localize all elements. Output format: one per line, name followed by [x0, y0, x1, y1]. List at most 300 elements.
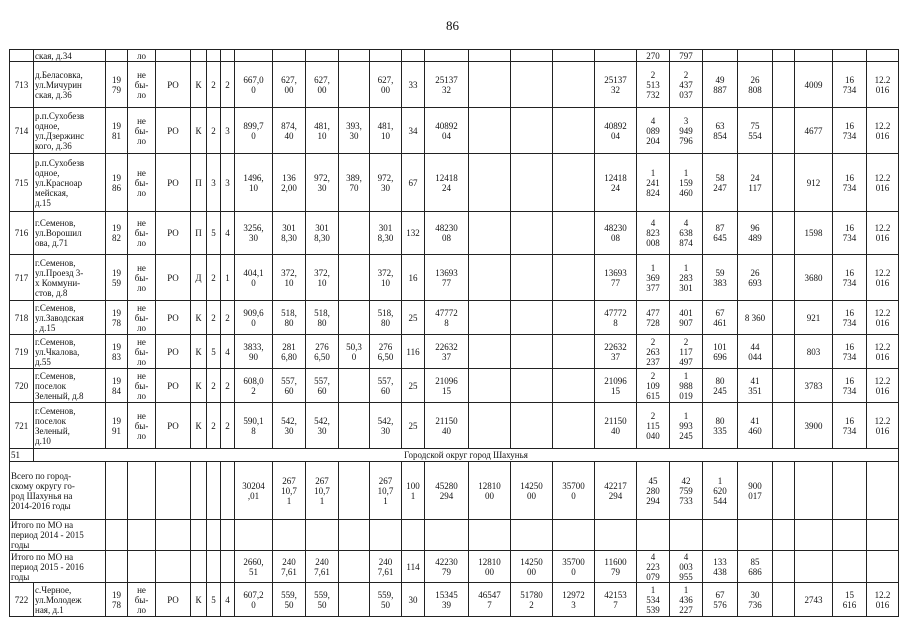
table-cell: 557, 60: [306, 369, 339, 403]
table-cell: 5: [207, 212, 221, 255]
table-cell: [773, 212, 795, 255]
table-cell: 12.2 016: [867, 301, 899, 335]
table-cell: [273, 520, 306, 551]
table-cell: 48230 08: [595, 212, 637, 255]
table-cell: [637, 520, 670, 551]
table-cell: 12.2 016: [867, 369, 899, 403]
table-cell: 1496, 10: [235, 154, 273, 212]
table-cell: [773, 551, 795, 583]
table-cell: [703, 520, 738, 551]
table-cell: 1 241 824: [637, 154, 670, 212]
summary-row: [10, 462, 899, 520]
table-cell: 4 089 204: [637, 108, 670, 154]
table-cell: 101 696: [703, 335, 738, 369]
table-cell: 136 2,00: [273, 154, 306, 212]
row-number-cell: 715: [10, 154, 34, 212]
table-cell: 3: [221, 154, 235, 212]
table-cell: 50,3 0: [339, 335, 370, 369]
table-cell: 481, 10: [370, 108, 402, 154]
table-cell: РО: [156, 369, 191, 403]
table-cell: 4: [221, 335, 235, 369]
table-cell: 12972 3: [553, 583, 595, 617]
table-cell: 301 8,30: [306, 212, 339, 255]
address-cell: г.Семенов, поселок Зеленый, д.8: [34, 369, 106, 403]
table-cell: [156, 462, 191, 520]
table-row: [10, 62, 899, 108]
table-cell: П: [191, 212, 207, 255]
address-cell: г.Семенов, ул.Проезд 3- х Коммуни- стов, д.8: [34, 255, 106, 301]
table-cell: 8 360: [738, 301, 773, 335]
region-title: Городской округ город Шахунья: [34, 449, 899, 462]
table-cell: [339, 520, 370, 551]
table-cell: 557, 60: [370, 369, 402, 403]
table-cell: [469, 108, 511, 154]
row-number-cell: 722: [10, 583, 34, 617]
table-cell: 4: [221, 583, 235, 617]
table-cell: 25: [402, 301, 425, 335]
table-cell: не бы- ло: [128, 301, 156, 335]
table-cell: РО: [156, 583, 191, 617]
table-cell: [128, 551, 156, 583]
table-cell: 132: [402, 212, 425, 255]
table-cell: 44 044: [738, 335, 773, 369]
table-cell: [773, 335, 795, 369]
table-cell: [511, 369, 553, 403]
table-cell: [339, 212, 370, 255]
table-cell: 16 734: [833, 108, 867, 154]
table-cell: [469, 154, 511, 212]
table-cell: 803: [795, 335, 833, 369]
table-row: [10, 301, 899, 335]
table-cell: 16 734: [833, 212, 867, 255]
table-cell: [553, 255, 595, 301]
table-cell: 25: [402, 403, 425, 449]
table-cell: 481, 10: [306, 108, 339, 154]
table-cell: 12.2 016: [867, 62, 899, 108]
table-cell: 1 993 245: [670, 403, 703, 449]
table-cell: 48230 08: [425, 212, 469, 255]
table-cell: [773, 108, 795, 154]
table-cell: К: [191, 369, 207, 403]
table-cell: Д: [191, 255, 207, 301]
table-cell: 47772 8: [595, 301, 637, 335]
table-cell: [469, 335, 511, 369]
table-cell: 267 10,7 1: [370, 462, 402, 520]
table-row: [10, 255, 899, 301]
table-cell: [128, 462, 156, 520]
table-cell: 67 461: [703, 301, 738, 335]
table-cell: 4 223 079: [637, 551, 670, 583]
table-cell: 22632 37: [425, 335, 469, 369]
table-cell: 42230 79: [425, 551, 469, 583]
table-cell: РО: [156, 301, 191, 335]
table-cell: 2 115 040: [637, 403, 670, 449]
page-number: 86: [446, 18, 459, 33]
table-cell: 912: [795, 154, 833, 212]
table-cell: 40892 04: [595, 108, 637, 154]
table-cell: [511, 335, 553, 369]
table-cell: 19 78: [106, 301, 128, 335]
table-cell: [106, 462, 128, 520]
table-cell: [511, 62, 553, 108]
table-cell: 12418 24: [595, 154, 637, 212]
table-row: [10, 108, 899, 154]
table-cell: [156, 551, 191, 583]
address-cell: р.п.Сухобезв одное, ул.Дзержинс кого, д.36: [34, 108, 106, 154]
table-cell: 3: [221, 108, 235, 154]
table-cell: 3256, 30: [235, 212, 273, 255]
table-cell: 301 8,30: [370, 212, 402, 255]
table-cell: 1598: [795, 212, 833, 255]
table-cell: 24 117: [738, 154, 773, 212]
table-cell: 607,2 0: [235, 583, 273, 617]
table-cell: [670, 520, 703, 551]
table-cell: [339, 369, 370, 403]
table-cell: [595, 520, 637, 551]
table-cell: 909,6 0: [235, 301, 273, 335]
table-cell: 133 438: [703, 551, 738, 583]
table-cell: [511, 403, 553, 449]
table-cell: 58 247: [703, 154, 738, 212]
table-cell: 25137 32: [595, 62, 637, 108]
table-cell: 114: [402, 551, 425, 583]
table-cell: 2: [207, 255, 221, 301]
table-cell: 267 10,7 1: [306, 462, 339, 520]
table-cell: 627, 00: [306, 62, 339, 108]
table-cell: не бы- ло: [128, 212, 156, 255]
table-cell: 276 6,50: [370, 335, 402, 369]
table-cell: 40892 04: [425, 108, 469, 154]
table-cell: [106, 551, 128, 583]
table-cell: 2: [221, 301, 235, 335]
table-cell: 240 7,61: [306, 551, 339, 583]
table-cell: 972, 30: [306, 154, 339, 212]
table-cell: [553, 108, 595, 154]
table-cell: [773, 583, 795, 617]
table-cell: 1 436 227: [670, 583, 703, 617]
table-cell: 372, 10: [306, 255, 339, 301]
table-cell: 116: [402, 335, 425, 369]
table-cell: [511, 108, 553, 154]
table-cell: [553, 520, 595, 551]
table-cell: РО: [156, 335, 191, 369]
table-cell: 42153 7: [595, 583, 637, 617]
table-cell: 14250 00: [511, 462, 553, 520]
table-cell: 22632 37: [595, 335, 637, 369]
table-cell: [339, 62, 370, 108]
table-cell: 19 81: [106, 108, 128, 154]
table-cell: [773, 403, 795, 449]
table-cell: 26 693: [738, 255, 773, 301]
table-cell: 19 82: [106, 212, 128, 255]
table-row: [10, 403, 899, 449]
table-cell: 518, 80: [370, 301, 402, 335]
table-cell: 518, 80: [306, 301, 339, 335]
table-cell: [773, 462, 795, 520]
table-cell: [553, 154, 595, 212]
table-cell: 42 759 733: [670, 462, 703, 520]
table-cell: [469, 520, 511, 551]
table-cell: 16 734: [833, 369, 867, 403]
row-number-cell: 714: [10, 108, 34, 154]
table-cell: 4 823 008: [637, 212, 670, 255]
table-cell: 3833, 90: [235, 335, 273, 369]
table-cell: 41 460: [738, 403, 773, 449]
table-cell: [339, 583, 370, 617]
table-cell: [469, 62, 511, 108]
table-cell: [553, 301, 595, 335]
table-cell: 13693 77: [425, 255, 469, 301]
table-cell: [469, 369, 511, 403]
table-cell: не бы- ло: [128, 583, 156, 617]
table-cell: 19 79: [106, 62, 128, 108]
table-cell: [425, 520, 469, 551]
row-number-cell: 720: [10, 369, 34, 403]
table-cell: [833, 551, 867, 583]
table-cell: 1 283 301: [670, 255, 703, 301]
table-cell: [773, 255, 795, 301]
table-cell: 240 7,61: [273, 551, 306, 583]
table-cell: 1 620 544: [703, 462, 738, 520]
table-cell: 85 686: [738, 551, 773, 583]
table-cell: не бы- ло: [128, 154, 156, 212]
address-cell: д.Беласовка, ул.Мичурин ская, д.36: [34, 62, 106, 108]
table-cell: [191, 520, 207, 551]
table-cell: 46547 7: [469, 583, 511, 617]
table-body: [10, 50, 899, 617]
region-row: [10, 449, 899, 462]
table-cell: 3680: [795, 255, 833, 301]
table-cell: 16 734: [833, 62, 867, 108]
table-cell: 608,0 2: [235, 369, 273, 403]
table-cell: 276 6,50: [306, 335, 339, 369]
table-row: [10, 335, 899, 369]
summary-label: Итого по МО на период 2014 - 2015 годы: [10, 520, 106, 551]
table-cell: 5: [207, 583, 221, 617]
table-cell: 19 59: [106, 255, 128, 301]
table-cell: 21096 15: [595, 369, 637, 403]
table-cell: 372, 10: [273, 255, 306, 301]
table-cell: 972, 30: [370, 154, 402, 212]
table-cell: К: [191, 62, 207, 108]
table-cell: [191, 462, 207, 520]
table-cell: 12.2 016: [867, 212, 899, 255]
table-cell: 15 616: [833, 583, 867, 617]
table-cell: 2: [207, 403, 221, 449]
table-cell: РО: [156, 108, 191, 154]
table-cell: 2: [221, 403, 235, 449]
table-cell: 3 949 796: [670, 108, 703, 154]
table-cell: [553, 212, 595, 255]
address-cell: г.Семенов, ул.Ворошил ова, д.71: [34, 212, 106, 255]
table-cell: 11600 79: [595, 551, 637, 583]
table-cell: 33: [402, 62, 425, 108]
table-cell: 42217 294: [595, 462, 637, 520]
table-cell: 26 808: [738, 62, 773, 108]
table-cell: 47772 8: [425, 301, 469, 335]
table-cell: 2: [221, 369, 235, 403]
table-cell: 627, 00: [273, 62, 306, 108]
table-cell: 301 8,30: [273, 212, 306, 255]
table-cell: [207, 520, 221, 551]
table-cell: 35700 0: [553, 551, 595, 583]
table-row: [10, 369, 899, 403]
address-cell: г.Семенов, ул.Чкалова, д.55: [34, 335, 106, 369]
table-cell: 2 117 497: [670, 335, 703, 369]
table-cell: [339, 301, 370, 335]
table-cell: 2: [207, 108, 221, 154]
table-cell: 1: [221, 255, 235, 301]
table-cell: 2: [207, 301, 221, 335]
table-cell: [370, 520, 402, 551]
table-cell: 2743: [795, 583, 833, 617]
table-cell: 12.2 016: [867, 154, 899, 212]
table-cell: [511, 154, 553, 212]
table-cell: [469, 212, 511, 255]
table-cell: 15345 39: [425, 583, 469, 617]
table-cell: [867, 520, 899, 551]
table-cell: 16 734: [833, 335, 867, 369]
table-cell: 4: [221, 212, 235, 255]
table-cell: [221, 551, 235, 583]
table-cell: [339, 255, 370, 301]
table-cell: 49 887: [703, 62, 738, 108]
table-cell: [339, 462, 370, 520]
table-cell: 389, 70: [339, 154, 370, 212]
table-cell: 12418 24: [425, 154, 469, 212]
table-cell: 12810 00: [469, 462, 511, 520]
table-cell: [469, 255, 511, 301]
table-cell: 45 280 294: [637, 462, 670, 520]
table-cell: 559, 50: [273, 583, 306, 617]
table-cell: [773, 154, 795, 212]
table-cell: 267 10,7 1: [273, 462, 306, 520]
table-cell: 590,1 8: [235, 403, 273, 449]
status-cell: ло: [128, 50, 156, 62]
table-cell: 41 351: [738, 369, 773, 403]
table-cell: 401 907: [670, 301, 703, 335]
row-number-cell: 718: [10, 301, 34, 335]
table-cell: [339, 403, 370, 449]
table-cell: 2 263 237: [637, 335, 670, 369]
row-number-cell: 713: [10, 62, 34, 108]
table-cell: не бы- ло: [128, 255, 156, 301]
table-cell: 518, 80: [273, 301, 306, 335]
address-cell: ская, д.34: [34, 50, 106, 62]
table-cell: 559, 50: [370, 583, 402, 617]
table-cell: [235, 520, 273, 551]
table-cell: К: [191, 583, 207, 617]
table-cell: [773, 301, 795, 335]
table-cell: не бы- ло: [128, 369, 156, 403]
table-cell: 542, 30: [273, 403, 306, 449]
table-cell: не бы- ло: [128, 335, 156, 369]
table-cell: 627, 00: [370, 62, 402, 108]
table-cell: 270: [637, 50, 670, 62]
table-cell: 240 7,61: [370, 551, 402, 583]
summary-row: [10, 551, 899, 583]
table-cell: 12.2 016: [867, 108, 899, 154]
table-cell: К: [191, 301, 207, 335]
table-cell: 34: [402, 108, 425, 154]
table-cell: 557, 60: [273, 369, 306, 403]
table-cell: 1 369 377: [637, 255, 670, 301]
table-cell: 2660, 51: [235, 551, 273, 583]
register-table: [9, 49, 899, 617]
table-cell: 25: [402, 369, 425, 403]
table-cell: [553, 62, 595, 108]
table-cell: 2: [207, 62, 221, 108]
address-cell: с.Черное, ул.Молодеж ная, д.1: [34, 583, 106, 617]
table-cell: 12.2 016: [867, 583, 899, 617]
table-cell: [106, 520, 128, 551]
table-cell: 12.2 016: [867, 255, 899, 301]
table-cell: РО: [156, 212, 191, 255]
table-cell: 67: [402, 154, 425, 212]
table-cell: [511, 301, 553, 335]
table-cell: К: [191, 108, 207, 154]
table-cell: 21150 40: [425, 403, 469, 449]
table-cell: не бы- ло: [128, 62, 156, 108]
table-cell: 404,1 0: [235, 255, 273, 301]
row-number-cell: 716: [10, 212, 34, 255]
table-cell: 19 84: [106, 369, 128, 403]
table-cell: [773, 62, 795, 108]
address-cell: г.Семенов, ул.Заводская , д.15: [34, 301, 106, 335]
table-cell: 797: [670, 50, 703, 62]
table-cell: [511, 212, 553, 255]
table-cell: 75 554: [738, 108, 773, 154]
table-cell: не бы- ло: [128, 108, 156, 154]
table-cell: [867, 462, 899, 520]
address-cell: р.п.Сухобезв одное, ул.Краснoар мейская, д.15: [34, 154, 106, 212]
table-cell: 393, 30: [339, 108, 370, 154]
table-cell: [128, 520, 156, 551]
table-cell: 16 734: [833, 403, 867, 449]
table-cell: 35700 0: [553, 462, 595, 520]
table-cell: 1 988 019: [670, 369, 703, 403]
table-cell: 12.2 016: [867, 335, 899, 369]
table-cell: [156, 520, 191, 551]
table-cell: 21150 40: [595, 403, 637, 449]
table-row: [10, 50, 899, 62]
table-cell: 30: [402, 583, 425, 617]
table-cell: 16 734: [833, 301, 867, 335]
table-cell: 921: [795, 301, 833, 335]
table-cell: [833, 462, 867, 520]
table-cell: 899,7 0: [235, 108, 273, 154]
table-cell: [795, 462, 833, 520]
table-cell: [469, 403, 511, 449]
table-cell: 4 638 874: [670, 212, 703, 255]
table-cell: [339, 551, 370, 583]
row-number-cell: 721: [10, 403, 34, 449]
table-cell: 372, 10: [370, 255, 402, 301]
table-cell: 12810 00: [469, 551, 511, 583]
summary-label: Всего по город- скому округу го- род Шахунья на 2014-2016 годы: [10, 462, 106, 520]
table-cell: [511, 520, 553, 551]
summary-label: Итого по МО на период 2015 - 2016 годы: [10, 551, 106, 583]
table-cell: 900 017: [738, 462, 773, 520]
table-row: [10, 154, 899, 212]
table-cell: [795, 520, 833, 551]
table-cell: [738, 520, 773, 551]
table-cell: 80 245: [703, 369, 738, 403]
table-cell: [553, 369, 595, 403]
table-cell: 3783: [795, 369, 833, 403]
table-cell: 4 003 955: [670, 551, 703, 583]
table-cell: 3900: [795, 403, 833, 449]
